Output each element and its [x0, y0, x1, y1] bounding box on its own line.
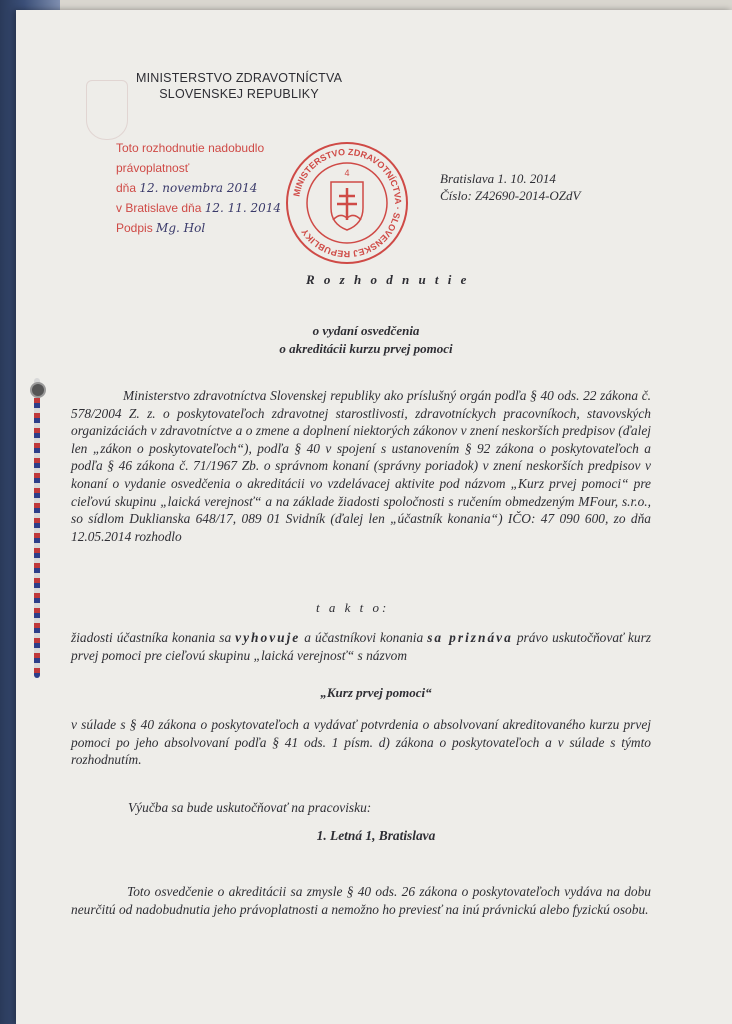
stamp-signature: Mg. Hol [156, 221, 206, 235]
subtitle-line-1: o vydaní osvedčenia [312, 323, 420, 338]
tricolor-binding-cord [34, 378, 40, 678]
paragraph-decision [71, 629, 651, 664]
decision-text-c: a účastníkovi konania [300, 630, 428, 645]
teaching-location: 1. Letná 1, Bratislava [316, 828, 436, 843]
date-and-number [440, 170, 580, 204]
ministry-line-2: SLOVENSKEJ REPUBLIKY [159, 87, 319, 101]
teaching-location-label: Výučba sa bude uskutočňovať na pracovisku: [128, 800, 372, 815]
decision-vyhovuje: vyhovuje [235, 630, 301, 645]
paragraph-validity: Toto osvedčenie o akreditácii sa zmysle § 40 ods. 26 zákona o poskytovateľoch vydáva na dobu neurčitú od nadobudnutia jeho právoplatnosti a nemožno ho previesť na inú právnickú alebo fyzickú osobu. [71, 884, 651, 917]
stamp-day-handwritten: 12. novembra 2014 [139, 181, 258, 195]
takto-heading: t a k t o: [316, 600, 390, 615]
document-date: Bratislava 1. 10. 2014 [440, 171, 556, 186]
faint-emblem-watermark [86, 80, 128, 140]
document-page [16, 10, 732, 1024]
document-number: Číslo: Z42690-2014-OZdV [440, 188, 581, 203]
decision-text-e: právo uskutočňovať kurz prvej pomoci pre cieľovú skupinu „laická verejnosť“ s názvom [71, 630, 651, 663]
stamp-line-1: Toto rozhodnutie nadobudlo [116, 141, 265, 155]
decision-text-a: žiadosti účastníka konania sa [71, 630, 236, 645]
binding-grommet [30, 382, 46, 398]
stamp-city-label: v Bratislave dňa [116, 201, 202, 215]
decision-heading: R o z h o d n u t i e [306, 272, 470, 287]
subtitle-line-2: o akreditácii kurzu prvej pomoci [279, 341, 453, 356]
course-title: „Kurz prvej pomoci“ [320, 685, 432, 700]
seal-ring-text: MINISTERSTVO ZDRAVOTNÍCTVA · SLOVENSKEJ REPUBLIKY [291, 146, 404, 260]
paragraph-compliance: v súlade s § 40 zákona o poskytovateľoch a vydávať potvrdenia o absolvovaní akreditovaného kurzu prvej pomoci po jeho absolvovaní podľa § 41 ods. 1 písm. d) zákona o poskytovateľoch a v súlade s týmto rozhodnutím. [71, 717, 651, 768]
seal-number: 4 [344, 168, 350, 178]
stamp-city-handwritten: 12. 11. 2014 [204, 201, 282, 215]
paragraph-intro: Ministerstvo zdravotníctva Slovenskej republiky ako príslušný orgán podľa § 40 ods. 22 zákona č. 578/2004 Z. z. o poskytovateľoch zdravotnej starostlivosti, zdravotníckych pracovníkoch, stavovských organizáciách v zdravotníctve a o zmene a doplnení niektorých zákonov v znení neskorších predpisov (ďalej len „zákon o poskytovateľoch“), podľa § 40 v spojení s ustanovením § 92 zákona o poskytovateľoch a podľa § 46 zákona č. 71/1967 Zb. o správnom konaní (správny poriadok) v znení neskorších predpisov v konaní o vydanie osvedčenia o akreditácii vo vzdelávacej aktivite pod názvom „Kurz prvej pomoci“ pre cieľovú skupinu „laická verejnosť“ a na základe žiadosti spoločnosti s ručením obmedzeným MFour, s.r.o., so sídlom Duklianska 648/17, 089 01 Svidník (ďalej len „účastník konania“) IČO: 47 090 600, zo dňa 12.05.2014 rozhodlo [71, 388, 651, 544]
stamp-day-label: dňa [116, 181, 137, 195]
decision-priznava: sa priznáva [427, 630, 513, 645]
decision-subtitle [196, 322, 536, 358]
ministry-header [136, 70, 342, 102]
ministry-line-1: MINISTERSTVO ZDRAVOTNÍCTVA [136, 71, 343, 85]
stamp-sign-label: Podpis [116, 221, 153, 235]
official-seal-icon [284, 140, 410, 266]
stamp-line-2: právoplatnosť [116, 161, 190, 175]
